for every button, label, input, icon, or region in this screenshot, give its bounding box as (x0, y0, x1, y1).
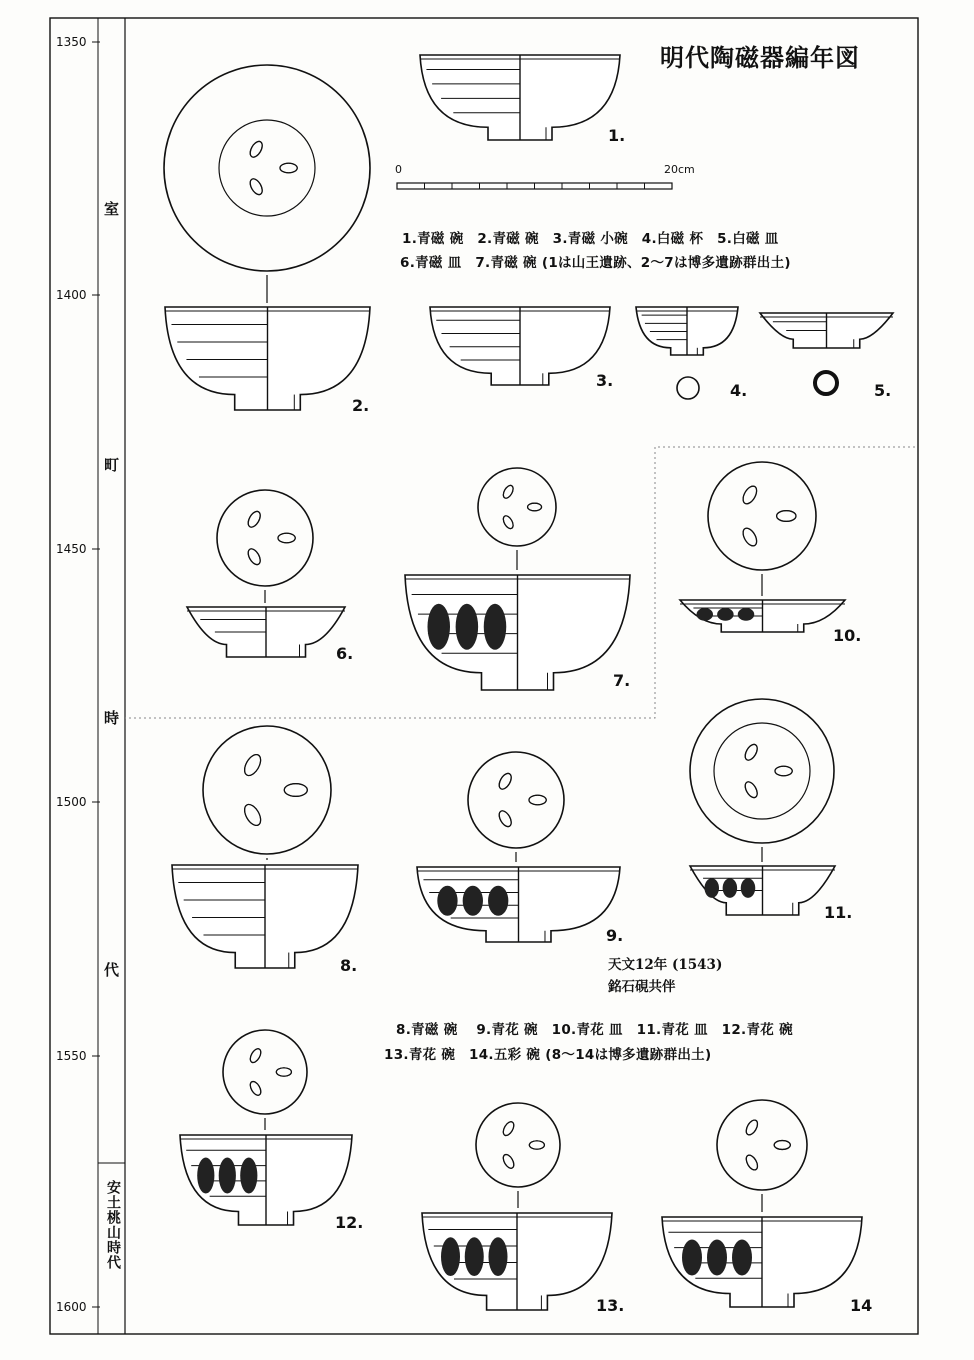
caption-group2-line2: 13.青花 碗 14.五彩 碗 (8～14は博多遺跡群出土) (384, 1047, 712, 1063)
figure-label: 14 (850, 1296, 873, 1315)
year-1500: 1500 (56, 795, 87, 809)
era-azuchi-momoyama: 安土桃山時代 (105, 1180, 121, 1270)
vessel-base-view (217, 490, 313, 586)
vessel-painted-motif (219, 1158, 236, 1194)
year-1450: 1450 (56, 542, 87, 556)
vessel-painted-motif (705, 878, 720, 898)
vessel-painted-motif (197, 1158, 214, 1194)
vessel-painted-motif (456, 604, 479, 650)
vessel-motif (248, 139, 265, 159)
figure-label: 5. (874, 381, 892, 400)
figure-label: 11. (824, 903, 853, 922)
figure-label: 10. (833, 626, 862, 645)
vessel-motif (529, 795, 546, 805)
vessel-painted-motif (441, 1237, 460, 1276)
vessel-painted-motif (488, 886, 508, 916)
vessel-motif (743, 780, 760, 800)
scale-end: 20cm (664, 163, 695, 176)
vessel-motif (241, 752, 264, 778)
era-char: 室 (104, 200, 120, 218)
vessel-painted-motif (484, 604, 507, 650)
vessel-motif (777, 511, 796, 522)
vessel-motif (529, 1141, 544, 1149)
vessel-motif (278, 533, 295, 543)
vessel-motif (501, 514, 515, 530)
vessel-base-view (203, 726, 331, 854)
figure-label: 2. (352, 396, 370, 415)
year-1350: 1350 (56, 35, 87, 49)
vessel-painted-motif (723, 878, 738, 898)
era-char: 代 (104, 961, 120, 979)
vessel-painted-motif (437, 886, 457, 916)
vessel-painted-motif (428, 604, 451, 650)
vessel-base-view (690, 699, 834, 843)
caption-group1-line1: 1.青磁 碗 2.青磁 碗 3.青磁 小碗 4.白磁 杯 5.白磁 皿 (402, 231, 779, 247)
vessel-base-view (717, 1100, 807, 1190)
vessel-motif (246, 547, 263, 567)
vessel-base-view (476, 1103, 560, 1187)
vessel-motif (497, 771, 514, 791)
figure-label: 7. (613, 671, 631, 690)
cup-base-mark (677, 377, 699, 399)
era-char: 町 (104, 456, 120, 474)
figure9-note-inkstone: 銘石硯共伴 (608, 979, 676, 995)
era-char: 時 (104, 709, 120, 727)
year-1400: 1400 (56, 288, 87, 302)
vessel-motif (528, 503, 542, 511)
vessel-motif (248, 1047, 263, 1064)
vessel-motif (241, 802, 264, 828)
vessel-motif (744, 1153, 760, 1172)
vessel-motif (284, 784, 307, 797)
vessel-motif (740, 526, 759, 548)
vessel-motif (740, 484, 759, 506)
vessel-base-view (468, 752, 564, 848)
vessel-motif (276, 1068, 291, 1076)
vessel-painted-motif (463, 886, 483, 916)
page-title: 明代陶磁器編年図 (660, 43, 860, 72)
figure-label: 13. (596, 1296, 625, 1315)
plate-base-mark (815, 372, 837, 394)
vessel-base-inner-ring (219, 120, 315, 216)
figure-label: 1. (608, 126, 626, 145)
vessel-motif (280, 163, 297, 173)
figure-label: 4. (730, 381, 748, 400)
vessel-motif (248, 1080, 263, 1097)
vessel-motif (744, 1118, 760, 1137)
caption-group1-line2: 6.青磁 皿 7.青磁 碗 (1は山王遺跡、2～7は博多遺跡群出土) (400, 255, 791, 271)
vessel-painted-motif (738, 608, 755, 621)
vessel-painted-motif (697, 608, 714, 621)
vessel-painted-motif (707, 1240, 727, 1276)
vessel-painted-motif (465, 1237, 484, 1276)
vessel-motif (775, 766, 792, 776)
figure-label: 6. (336, 644, 354, 663)
vessel-painted-motif (741, 878, 756, 898)
year-1600: 1600 (56, 1300, 87, 1314)
vessel-painted-motif (717, 608, 734, 621)
vessel-painted-motif (489, 1237, 508, 1276)
vessel-painted-motif (682, 1240, 702, 1276)
vessel-motif (248, 177, 265, 197)
figure9-note-date: 天文12年 (1543) (608, 957, 723, 973)
vessel-base-view (223, 1030, 307, 1114)
vessel-painted-motif (732, 1240, 752, 1276)
vessel-painted-motif (240, 1158, 257, 1194)
vessel-motif (497, 809, 514, 829)
vessel-motif (501, 1153, 516, 1170)
figure-label: 9. (606, 926, 624, 945)
vessel-motif (501, 1120, 516, 1137)
figure-label: 8. (340, 956, 358, 975)
caption-group2-line1: 8.青磁 碗 9.青花 碗 10.青花 皿 11.青花 皿 12.青花 碗 (396, 1022, 793, 1038)
vessel-base-inner-ring (714, 723, 810, 819)
year-1550: 1550 (56, 1049, 87, 1063)
vessel-base-view (478, 468, 556, 546)
vessel-motif (246, 509, 263, 529)
figure-label: 12. (335, 1213, 364, 1232)
vessel-motif (743, 742, 760, 762)
figure-label: 3. (596, 371, 614, 390)
vessel-motif (774, 1141, 790, 1150)
vessel-base-view (164, 65, 370, 271)
scale-start: 0 (395, 163, 402, 176)
vessel-base-view (708, 462, 816, 570)
vessel-motif (501, 484, 515, 500)
